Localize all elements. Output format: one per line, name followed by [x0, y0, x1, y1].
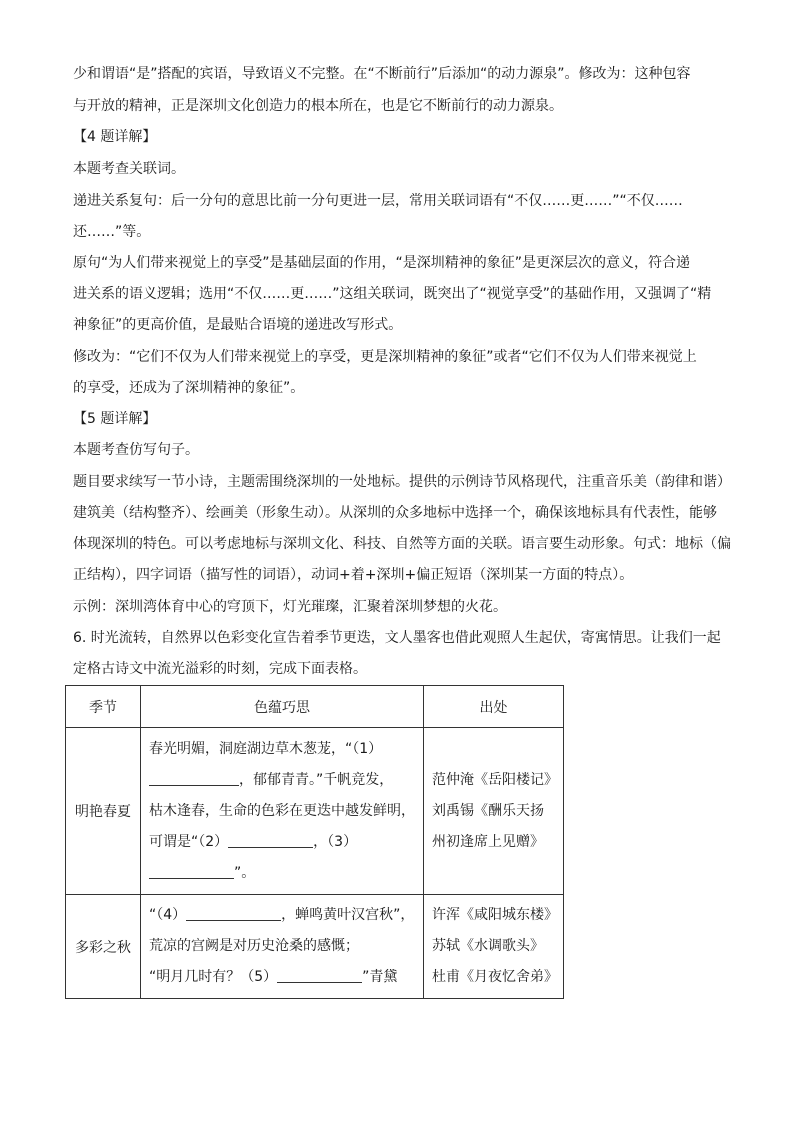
paragraph-line: 修改为：“它们不仅为人们带来视觉上的享受，更是深圳精神的象征”或者“它们不仅为人们带来视觉上 [73, 349, 697, 365]
paragraph-line: 示例：深圳湾体育中心的穹顶下，灯光璀璨，汇聚着深圳梦想的火花。 [73, 599, 507, 615]
paragraph-line: 原句“为人们带来视觉上的享受”是基础层面的作用，“是深圳精神的象征”是更深层次的意义，符合递 [73, 255, 691, 271]
answer-blank-3[interactable] [149, 864, 234, 879]
source-cell [424, 895, 564, 999]
content-cell [141, 728, 424, 895]
source-line: 范仲淹《岳阳楼记》 [432, 771, 558, 788]
content-cell [141, 895, 424, 999]
paragraph-line: 建筑美（结构整齐）、绘画美（形象生动）。从深圳的众多地标中选择一个，确保该地标具有代表性，能够 [73, 505, 717, 521]
content-line: ，郁郁青青。”千帆竞发， [149, 765, 419, 796]
table-row [66, 895, 564, 999]
answer-table [65, 685, 564, 999]
content-line: 荒凉的宫阙是对历史沧桑的感慨； [149, 938, 359, 954]
paragraph-line: 少和谓语“是”搭配的宾语，导致语义不完整。在“不断前行”后添加“的动力源泉”。修改为：这种包容 [73, 66, 691, 82]
season-cell: 多彩之秋 [66, 895, 141, 999]
content-line: 春光明媚，洞庭湖边草木葱茏，“（1） [149, 740, 383, 757]
paragraph-line: 正结构），四字词语（描写性的词语），动词+着+深圳+偏正短语（深圳某一方面的特点）。 [73, 567, 634, 583]
source-line: 苏轼《水调歌头》 [432, 938, 544, 954]
paragraph-line: 本题考查关联词。 [73, 161, 185, 177]
source-line: 州初逢席上见赠》 [432, 833, 544, 850]
paragraph-line: 进关系的语义逻辑；选用“不仅……更……”这组关联词，既突出了“视觉享受”的基础作用，又强调了“精 [73, 286, 712, 302]
source-line: 杜甫《月夜忆舍弟》 [432, 969, 558, 985]
header-source: 出处 [424, 686, 564, 728]
source-line: 许浑《咸阳城东楼》 [432, 907, 558, 923]
paragraph-line: 递进关系复句：后一分句的意思比前一分句更进一层，常用关联词语有“不仅……更……”“不仅…… [73, 193, 683, 209]
content-line: 可谓是“（2） ，（3） [149, 833, 358, 850]
season-cell: 明艳春夏 [66, 728, 141, 895]
paragraph-line: 题目要求续写一节小诗，主题需围绕深圳的一处地标。提供的示例诗节风格现代，注重音乐美（韵律和谐） [73, 474, 731, 490]
paragraph-line: 本题考查仿写句子。 [73, 442, 199, 458]
section-heading-4: 【4 题详解】 [73, 129, 157, 145]
answer-blank-2[interactable] [228, 833, 313, 848]
header-content: 色蕴巧思 [141, 686, 424, 728]
table-header-row [66, 686, 564, 728]
content-line: ”。 [149, 858, 419, 889]
source-line: 刘禹锡《酬乐天扬 [432, 802, 544, 819]
content-line: “（4） ，蝉鸣黄叶汉宫秋”， [149, 907, 415, 923]
content-line: “明月几时有？（5） ”青黛 [149, 969, 398, 985]
paragraph-line: 的享受，还成为了深圳精神的象征”。 [73, 380, 305, 396]
paragraph-line: 还……”等。 [73, 224, 151, 240]
question-6-line: 6. 时光流转，自然界以色彩变化宣告着季节更迭，文人墨客也借此观照人生起伏，寄寓情思。让我们一起 [73, 630, 721, 646]
table-row [66, 728, 564, 895]
answer-blank-4[interactable] [186, 906, 281, 921]
section-heading-5: 【5 题详解】 [73, 411, 157, 427]
question-6-line: 定格古诗文中流光溢彩的时刻，完成下面表格。 [73, 661, 367, 677]
header-season: 季节 [66, 686, 141, 728]
paragraph-line: 体现深圳的特色。可以考虑地标与深圳文化、科技、自然等方面的关联。语言要生动形象。句式：地标（偏 [73, 536, 731, 552]
content-line: 枯木逢春，生命的色彩在更迭中越发鲜明， [149, 802, 415, 819]
source-cell [424, 728, 564, 895]
answer-blank-5[interactable] [277, 968, 362, 983]
paragraph-line: 神象征”的更高价值，是最贴合语境的递进改写形式。 [73, 317, 403, 333]
answer-blank-1[interactable] [149, 771, 239, 786]
paragraph-line: 与开放的精神，正是深圳文化创造力的根本所在，也是它不断前行的动力源泉。 [73, 98, 563, 114]
